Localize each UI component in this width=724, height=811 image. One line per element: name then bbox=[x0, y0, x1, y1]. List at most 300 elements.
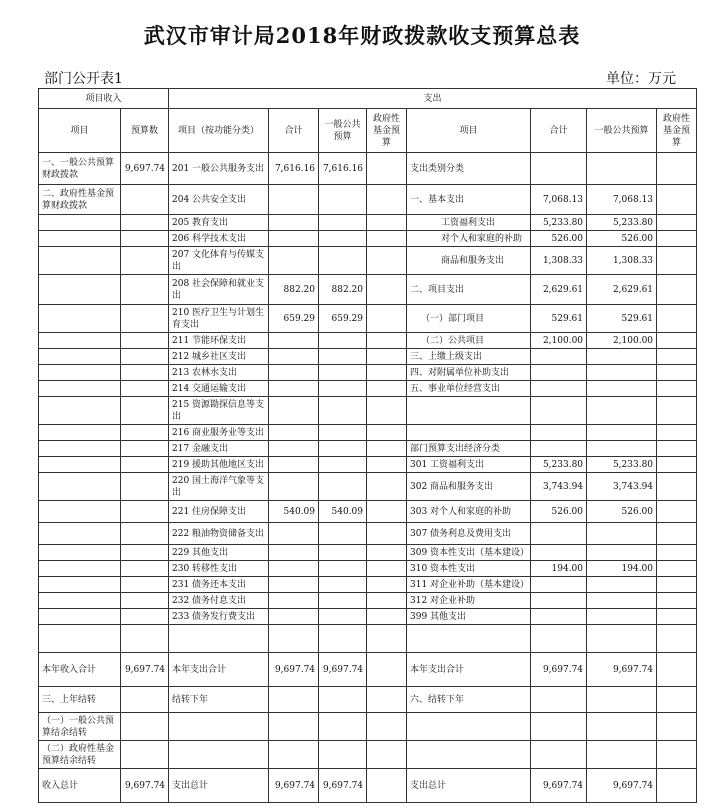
col-header-item2: 项目 bbox=[407, 109, 531, 153]
col-header-general2: 一般公共预算 bbox=[587, 109, 657, 153]
budget-cell bbox=[121, 397, 169, 425]
econ-total-cell: 2,629.61 bbox=[531, 275, 587, 305]
econ-general-cell bbox=[587, 381, 657, 397]
budget-cell bbox=[121, 473, 169, 501]
budget-cell bbox=[121, 185, 169, 215]
econ-item-cell bbox=[407, 397, 531, 425]
table-row bbox=[39, 713, 697, 741]
total-cell bbox=[269, 333, 319, 349]
total-cell bbox=[269, 473, 319, 501]
table-row bbox=[39, 365, 697, 381]
col-header-general: 一般公共预算 bbox=[319, 109, 367, 153]
econ-general-cell: 7,068.13 bbox=[587, 185, 657, 215]
total-cell bbox=[269, 609, 319, 625]
econ-total-cell bbox=[531, 441, 587, 457]
econ-fund-cell bbox=[657, 593, 697, 609]
econ-total-cell bbox=[531, 593, 587, 609]
budget-cell bbox=[121, 457, 169, 473]
econ-total-cell bbox=[531, 349, 587, 365]
fund-cell bbox=[367, 381, 407, 397]
func-item-cell: 222 粮油物资储备支出 bbox=[169, 523, 269, 545]
income-group-header: 项目收入 bbox=[39, 89, 169, 109]
total-cell bbox=[269, 381, 319, 397]
budget-cell bbox=[121, 441, 169, 457]
fund-cell bbox=[367, 441, 407, 457]
budget-cell bbox=[121, 231, 169, 247]
econ-item-cell: 四、对附属单位补助支出 bbox=[407, 365, 531, 381]
table-row bbox=[39, 653, 697, 687]
total-cell bbox=[269, 523, 319, 545]
fund-cell bbox=[367, 687, 407, 713]
econ-fund-cell bbox=[657, 305, 697, 333]
econ-total-cell bbox=[531, 687, 587, 713]
econ-general-cell bbox=[587, 349, 657, 365]
econ-fund-cell bbox=[657, 231, 697, 247]
econ-general-cell bbox=[587, 577, 657, 593]
income-cell bbox=[39, 231, 121, 247]
general-cell: 882.20 bbox=[319, 275, 367, 305]
econ-fund-cell bbox=[657, 381, 697, 397]
func-item-cell: 204 公共安全支出 bbox=[169, 185, 269, 215]
income-cell bbox=[39, 561, 121, 577]
econ-fund-cell bbox=[657, 185, 697, 215]
general-cell: 9,697.74 bbox=[319, 653, 367, 687]
general-cell bbox=[319, 457, 367, 473]
col-header-fund2: 政府性基金预算 bbox=[657, 109, 697, 153]
budget-cell bbox=[121, 247, 169, 275]
budget-cell bbox=[121, 713, 169, 741]
econ-general-cell bbox=[587, 687, 657, 713]
fund-cell bbox=[367, 231, 407, 247]
table-row bbox=[39, 769, 697, 803]
general-cell bbox=[319, 593, 367, 609]
func-item-cell: 216 商业服务业等支出 bbox=[169, 425, 269, 441]
econ-total-cell: 526.00 bbox=[531, 501, 587, 523]
fund-cell bbox=[367, 769, 407, 803]
budget-table bbox=[38, 88, 697, 803]
econ-total-cell bbox=[531, 741, 587, 769]
total-cell bbox=[269, 185, 319, 215]
fund-cell bbox=[367, 457, 407, 473]
general-cell bbox=[319, 687, 367, 713]
fund-cell bbox=[367, 365, 407, 381]
total-cell: 9,697.74 bbox=[269, 653, 319, 687]
income-cell bbox=[39, 593, 121, 609]
func-item-cell: 232 债务付息支出 bbox=[169, 593, 269, 609]
econ-fund-cell bbox=[657, 501, 697, 523]
econ-total-cell bbox=[531, 609, 587, 625]
econ-fund-cell bbox=[657, 609, 697, 625]
income-cell bbox=[39, 215, 121, 231]
total-cell bbox=[269, 397, 319, 425]
budget-cell bbox=[121, 545, 169, 561]
general-cell bbox=[319, 713, 367, 741]
general-cell bbox=[319, 741, 367, 769]
fund-cell bbox=[367, 349, 407, 365]
econ-item-cell: 312 对企业补助 bbox=[407, 593, 531, 609]
econ-fund-cell bbox=[657, 653, 697, 687]
econ-fund-cell bbox=[657, 425, 697, 441]
func-item-cell: 211 节能环保支出 bbox=[169, 333, 269, 349]
budget-cell bbox=[121, 593, 169, 609]
income-cell bbox=[39, 247, 121, 275]
econ-general-cell bbox=[587, 397, 657, 425]
econ-general-cell bbox=[587, 625, 657, 653]
econ-general-cell: 529.61 bbox=[587, 305, 657, 333]
econ-fund-cell bbox=[657, 153, 697, 185]
table-row bbox=[39, 333, 697, 349]
func-item-cell: 213 农林水支出 bbox=[169, 365, 269, 381]
econ-item-cell bbox=[407, 625, 531, 653]
table-row bbox=[39, 609, 697, 625]
income-cell bbox=[39, 349, 121, 365]
econ-fund-cell bbox=[657, 713, 697, 741]
func-item-cell bbox=[169, 741, 269, 769]
income-cell bbox=[39, 501, 121, 523]
econ-fund-cell bbox=[657, 741, 697, 769]
budget-cell bbox=[121, 425, 169, 441]
income-cell bbox=[39, 425, 121, 441]
income-cell: （二）政府性基金预算结余结转 bbox=[39, 741, 121, 769]
econ-item-cell: 五、事业单位经营支出 bbox=[407, 381, 531, 397]
budget-cell bbox=[121, 501, 169, 523]
econ-fund-cell bbox=[657, 215, 697, 231]
table-row bbox=[39, 305, 697, 333]
econ-total-cell: 529.61 bbox=[531, 305, 587, 333]
fund-cell bbox=[367, 577, 407, 593]
budget-cell bbox=[121, 215, 169, 231]
table-row bbox=[39, 593, 697, 609]
total-cell bbox=[269, 247, 319, 275]
func-item-cell: 214 交通运输支出 bbox=[169, 381, 269, 397]
econ-total-cell bbox=[531, 545, 587, 561]
econ-item-cell: 311 对企业补助（基本建设） bbox=[407, 577, 531, 593]
func-item-cell: 201 一般公共服务支出 bbox=[169, 153, 269, 185]
general-cell bbox=[319, 441, 367, 457]
econ-total-cell: 526.00 bbox=[531, 231, 587, 247]
econ-general-cell bbox=[587, 741, 657, 769]
total-cell bbox=[269, 365, 319, 381]
econ-general-cell bbox=[587, 365, 657, 381]
general-cell bbox=[319, 365, 367, 381]
econ-general-cell: 526.00 bbox=[587, 231, 657, 247]
expense-group-header: 支出 bbox=[169, 89, 697, 109]
income-cell bbox=[39, 577, 121, 593]
income-cell bbox=[39, 457, 121, 473]
budget-cell: 9,697.74 bbox=[121, 769, 169, 803]
general-cell: 7,616.16 bbox=[319, 153, 367, 185]
document-number: 部门公开表1 bbox=[44, 71, 123, 87]
econ-total-cell bbox=[531, 397, 587, 425]
income-cell: 一、一般公共预算财政拨款 bbox=[39, 153, 121, 185]
budget-cell bbox=[121, 349, 169, 365]
unit-label: 单位：万元 bbox=[606, 71, 676, 87]
func-item-cell: 208 社会保障和就业支出 bbox=[169, 275, 269, 305]
econ-fund-cell bbox=[657, 349, 697, 365]
econ-item-cell: 310 资本性支出 bbox=[407, 561, 531, 577]
total-cell bbox=[269, 425, 319, 441]
income-cell bbox=[39, 397, 121, 425]
col-header-fund: 政府性基金预算 bbox=[367, 109, 407, 153]
total-cell: 9,697.74 bbox=[269, 769, 319, 803]
table-row bbox=[39, 425, 697, 441]
econ-general-cell bbox=[587, 713, 657, 741]
econ-item-cell: 399 其他支出 bbox=[407, 609, 531, 625]
econ-fund-cell bbox=[657, 275, 697, 305]
general-cell bbox=[319, 577, 367, 593]
econ-total-cell bbox=[531, 153, 587, 185]
econ-fund-cell bbox=[657, 523, 697, 545]
func-item-cell: 205 教育支出 bbox=[169, 215, 269, 231]
budget-cell: 9,697.74 bbox=[121, 153, 169, 185]
general-cell bbox=[319, 473, 367, 501]
fund-cell bbox=[367, 593, 407, 609]
budget-cell bbox=[121, 741, 169, 769]
econ-general-cell: 9,697.74 bbox=[587, 769, 657, 803]
table-row bbox=[39, 561, 697, 577]
econ-general-cell: 5,233.80 bbox=[587, 215, 657, 231]
econ-item-cell: 302 商品和服务支出 bbox=[407, 473, 531, 501]
general-cell bbox=[319, 215, 367, 231]
econ-fund-cell bbox=[657, 333, 697, 349]
econ-fund-cell bbox=[657, 457, 697, 473]
total-cell bbox=[269, 713, 319, 741]
econ-fund-cell bbox=[657, 561, 697, 577]
table-row bbox=[39, 523, 697, 545]
econ-general-cell bbox=[587, 545, 657, 561]
econ-total-cell: 2,100.00 bbox=[531, 333, 587, 349]
econ-total-cell bbox=[531, 425, 587, 441]
econ-general-cell: 2,629.61 bbox=[587, 275, 657, 305]
budget-cell bbox=[121, 275, 169, 305]
fund-cell bbox=[367, 653, 407, 687]
func-item-cell: 233 债务发行费支出 bbox=[169, 609, 269, 625]
income-cell bbox=[39, 305, 121, 333]
econ-total-cell bbox=[531, 713, 587, 741]
econ-general-cell: 2,100.00 bbox=[587, 333, 657, 349]
total-cell bbox=[269, 441, 319, 457]
econ-general-cell: 194.00 bbox=[587, 561, 657, 577]
total-cell: 659.29 bbox=[269, 305, 319, 333]
table-row bbox=[39, 577, 697, 593]
fund-cell bbox=[367, 275, 407, 305]
fund-cell bbox=[367, 153, 407, 185]
econ-total-cell bbox=[531, 381, 587, 397]
fund-cell bbox=[367, 215, 407, 231]
econ-total-cell: 194.00 bbox=[531, 561, 587, 577]
table-row bbox=[39, 215, 697, 231]
func-item-cell: 本年支出合计 bbox=[169, 653, 269, 687]
general-cell bbox=[319, 561, 367, 577]
fund-cell bbox=[367, 333, 407, 349]
func-item-cell: 217 金融支出 bbox=[169, 441, 269, 457]
table-row bbox=[39, 625, 697, 653]
econ-item-cell: 六、结转下年 bbox=[407, 687, 531, 713]
func-item-cell: 215 资源勘探信息等支出 bbox=[169, 397, 269, 425]
income-cell: 二、政府性基金预算财政拨款 bbox=[39, 185, 121, 215]
general-cell: 9,697.74 bbox=[319, 769, 367, 803]
table-row bbox=[39, 153, 697, 185]
func-item-cell: 210 医疗卫生与计划生育支出 bbox=[169, 305, 269, 333]
econ-item-cell: 本年支出合计 bbox=[407, 653, 531, 687]
income-cell: 三、上年结转 bbox=[39, 687, 121, 713]
income-cell bbox=[39, 625, 121, 653]
table-row bbox=[39, 231, 697, 247]
col-header-item: 项目 bbox=[39, 109, 121, 153]
income-cell bbox=[39, 473, 121, 501]
econ-item-cell: 三、上缴上级支出 bbox=[407, 349, 531, 365]
econ-fund-cell bbox=[657, 545, 697, 561]
general-cell bbox=[319, 349, 367, 365]
econ-general-cell: 5,233.80 bbox=[587, 457, 657, 473]
econ-total-cell: 3,743.94 bbox=[531, 473, 587, 501]
general-cell bbox=[319, 381, 367, 397]
table-row bbox=[39, 247, 697, 275]
table-row bbox=[39, 275, 697, 305]
total-cell bbox=[269, 349, 319, 365]
table-row bbox=[39, 457, 697, 473]
econ-general-cell bbox=[587, 153, 657, 185]
econ-total-cell: 9,697.74 bbox=[531, 769, 587, 803]
total-cell bbox=[269, 625, 319, 653]
econ-item-cell: 303 对个人和家庭的补助 bbox=[407, 501, 531, 523]
fund-cell bbox=[367, 609, 407, 625]
econ-item-cell: 工资福利支出 bbox=[407, 215, 531, 231]
page-title: 武汉市审计局2018年财政拨款收支预算总表 bbox=[143, 23, 581, 48]
econ-fund-cell bbox=[657, 397, 697, 425]
econ-item-cell: 301 工资福利支出 bbox=[407, 457, 531, 473]
table-row bbox=[39, 501, 697, 523]
total-cell bbox=[269, 577, 319, 593]
total-cell bbox=[269, 457, 319, 473]
table-row bbox=[39, 381, 697, 397]
general-cell bbox=[319, 231, 367, 247]
econ-item-cell: （一）部门项目 bbox=[407, 305, 531, 333]
budget-cell bbox=[121, 561, 169, 577]
func-item-cell: 221 住房保障支出 bbox=[169, 501, 269, 523]
total-cell bbox=[269, 687, 319, 713]
econ-total-cell: 1,308.33 bbox=[531, 247, 587, 275]
income-cell bbox=[39, 441, 121, 457]
fund-cell bbox=[367, 425, 407, 441]
general-cell bbox=[319, 545, 367, 561]
econ-fund-cell bbox=[657, 769, 697, 803]
general-cell bbox=[319, 397, 367, 425]
general-cell: 540.09 bbox=[319, 501, 367, 523]
budget-cell bbox=[121, 625, 169, 653]
total-cell bbox=[269, 561, 319, 577]
econ-total-cell: 5,233.80 bbox=[531, 215, 587, 231]
fund-cell bbox=[367, 501, 407, 523]
func-item-cell: 220 国土海洋气象等支出 bbox=[169, 473, 269, 501]
econ-item-cell: 一、基本支出 bbox=[407, 185, 531, 215]
func-item-cell bbox=[169, 713, 269, 741]
econ-general-cell bbox=[587, 593, 657, 609]
col-header-func-item: 项目（按功能分类） bbox=[169, 109, 269, 153]
budget-cell bbox=[121, 381, 169, 397]
func-item-cell: 结转下年 bbox=[169, 687, 269, 713]
econ-fund-cell bbox=[657, 473, 697, 501]
income-cell bbox=[39, 523, 121, 545]
econ-general-cell: 3,743.94 bbox=[587, 473, 657, 501]
total-cell bbox=[269, 215, 319, 231]
budget-cell bbox=[121, 333, 169, 349]
econ-general-cell bbox=[587, 609, 657, 625]
econ-total-cell bbox=[531, 523, 587, 545]
income-cell bbox=[39, 365, 121, 381]
total-cell bbox=[269, 741, 319, 769]
fund-cell bbox=[367, 397, 407, 425]
budget-cell: 9,697.74 bbox=[121, 653, 169, 687]
general-cell bbox=[319, 609, 367, 625]
total-cell bbox=[269, 593, 319, 609]
func-item-cell: 231 债务还本支出 bbox=[169, 577, 269, 593]
col-header-budget: 预算数 bbox=[121, 109, 169, 153]
income-cell: 收入总计 bbox=[39, 769, 121, 803]
col-header-total: 合计 bbox=[269, 109, 319, 153]
econ-item-cell: （二）公共项目 bbox=[407, 333, 531, 349]
income-cell bbox=[39, 609, 121, 625]
econ-item-cell: 309 资本性支出（基本建设） bbox=[407, 545, 531, 561]
income-cell bbox=[39, 381, 121, 397]
total-cell bbox=[269, 545, 319, 561]
fund-cell bbox=[367, 545, 407, 561]
income-cell bbox=[39, 333, 121, 349]
econ-item-cell: 部门预算支出经济分类 bbox=[407, 441, 531, 457]
econ-total-cell: 5,233.80 bbox=[531, 457, 587, 473]
fund-cell bbox=[367, 305, 407, 333]
general-cell bbox=[319, 523, 367, 545]
general-cell bbox=[319, 333, 367, 349]
col-header-total2: 合计 bbox=[531, 109, 587, 153]
econ-fund-cell bbox=[657, 365, 697, 381]
econ-item-cell: 支出类别分类 bbox=[407, 153, 531, 185]
fund-cell bbox=[367, 741, 407, 769]
econ-item-cell: 二、项目支出 bbox=[407, 275, 531, 305]
econ-general-cell: 1,308.33 bbox=[587, 247, 657, 275]
func-item-cell bbox=[169, 625, 269, 653]
table-row bbox=[39, 397, 697, 425]
econ-total-cell: 9,697.74 bbox=[531, 653, 587, 687]
general-cell bbox=[319, 247, 367, 275]
general-cell bbox=[319, 185, 367, 215]
budget-cell bbox=[121, 523, 169, 545]
econ-fund-cell bbox=[657, 625, 697, 653]
fund-cell bbox=[367, 247, 407, 275]
econ-total-cell bbox=[531, 365, 587, 381]
econ-item-cell: 支出总计 bbox=[407, 769, 531, 803]
table-row bbox=[39, 545, 697, 561]
table-row bbox=[39, 185, 697, 215]
econ-general-cell bbox=[587, 441, 657, 457]
func-item-cell: 212 城乡社区支出 bbox=[169, 349, 269, 365]
income-cell: 本年收入合计 bbox=[39, 653, 121, 687]
func-item-cell: 219 援助其他地区支出 bbox=[169, 457, 269, 473]
econ-total-cell bbox=[531, 625, 587, 653]
table-row bbox=[39, 349, 697, 365]
budget-cell bbox=[121, 305, 169, 333]
econ-general-cell bbox=[587, 523, 657, 545]
econ-general-cell bbox=[587, 425, 657, 441]
econ-item-cell bbox=[407, 741, 531, 769]
econ-general-cell: 526.00 bbox=[587, 501, 657, 523]
econ-general-cell: 9,697.74 bbox=[587, 653, 657, 687]
func-item-cell: 229 其他支出 bbox=[169, 545, 269, 561]
income-cell: （一）一般公共预算结余结转 bbox=[39, 713, 121, 741]
total-cell: 882.20 bbox=[269, 275, 319, 305]
func-item-cell: 230 转移性支出 bbox=[169, 561, 269, 577]
func-item-cell: 支出总计 bbox=[169, 769, 269, 803]
